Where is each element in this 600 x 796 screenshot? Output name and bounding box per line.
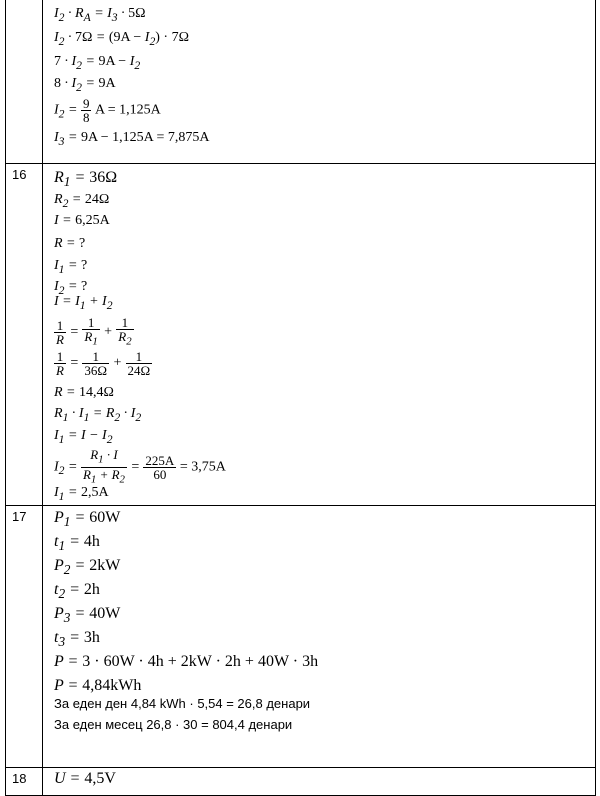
formula-line: $I_2 \cdot R_A = I_3 \cdot 5\Omega$ xyxy=(54,6,146,24)
row-number-cell xyxy=(6,164,43,505)
formula-line: $R_1 = 36\Omega$ xyxy=(54,169,118,190)
formula-line: $t_2 = 2h$ xyxy=(54,581,100,602)
formula-line: $\frac{1}{R}$ = $\frac{1}{36\Omega}$ + $\frac{1}{24\Omega}$ xyxy=(56,349,151,378)
formula-line: P = 3 · 60W · 4h + 2kW · 2h + 40W · 3h xyxy=(54,653,319,670)
row-number-cell xyxy=(6,0,43,163)
row-number: 16 xyxy=(12,167,27,182)
solution-cell xyxy=(44,0,595,163)
formula-line: I = 6,25A xyxy=(54,213,110,228)
formula-line: $P_1 = 60W$ xyxy=(54,509,121,530)
formula-line: $\frac{1}{R}$ = $\frac{1}{R_1}$ + $\frac{1}{R_2}$ xyxy=(56,315,132,348)
formula-line: $t_3 = 3h$ xyxy=(54,629,100,650)
formula-line: $P_3 = 40W$ xyxy=(54,605,121,626)
formula-line: $I_1 = 2,5A$ xyxy=(54,485,109,503)
formula-line: $I_2$ = $\frac{R_1 \cdot I}{R_1 + R_2}$ = $\frac{225A}{60}$ = 3,75A xyxy=(54,447,226,486)
formula-line: R = 14,4Ω xyxy=(54,385,114,400)
formula-line: $I = I_1 + I_2$ xyxy=(54,294,113,312)
solution-cell xyxy=(44,768,595,795)
formula-line: $I_1$ = ? xyxy=(54,258,88,276)
solutions-table xyxy=(5,0,596,796)
table-row xyxy=(6,506,595,768)
solution-cell xyxy=(44,164,595,505)
formula-line: $I_2$ = $\frac{9}{8}$ A = 1,125A xyxy=(54,96,161,125)
table-row xyxy=(6,164,595,506)
formula-line: $R_1 \cdot I_1 = R_2 \cdot I_2$ xyxy=(54,406,142,424)
formula-line: $I_2$ = ? xyxy=(54,279,88,297)
formula-line: $t_1 = 4h$ xyxy=(54,533,100,554)
formula-line: $I_2 \cdot 7\Omega = (9A - I_2) \cdot 7\Omega$ xyxy=(54,30,189,48)
formula-line: $P_2 = 2kW$ xyxy=(54,557,121,578)
row-number: 17 xyxy=(12,509,27,524)
row-number-cell xyxy=(6,768,43,795)
solution-cell xyxy=(44,506,595,767)
formula-line: $R_2 = 24\Omega$ xyxy=(54,192,110,210)
row-number-cell xyxy=(6,506,43,767)
formula-line: R = ? xyxy=(54,236,86,251)
table-row xyxy=(6,0,595,164)
formula-line: P = 4,84kWh xyxy=(54,677,142,694)
formula-line: $I_1 = I - I_2$ xyxy=(54,428,113,446)
monthly-cost-line: За еден месец 26,8 · 30 = 804,4 денари xyxy=(54,717,293,732)
formula-line: U = 4,5V xyxy=(54,770,116,787)
table-row xyxy=(6,768,595,796)
formula-line: $I_3 = 9A - 1,125A = 7,875A$ xyxy=(54,130,210,148)
daily-cost-line: За еден ден 4,84 kWh · 5,54 = 26,8 денари xyxy=(54,696,311,711)
formula-line: $8 \cdot I_2 = 9A$ xyxy=(54,76,116,94)
row-number: 18 xyxy=(12,771,27,786)
formula-line: $7 \cdot I_2 = 9A - I_2$ xyxy=(54,54,141,72)
